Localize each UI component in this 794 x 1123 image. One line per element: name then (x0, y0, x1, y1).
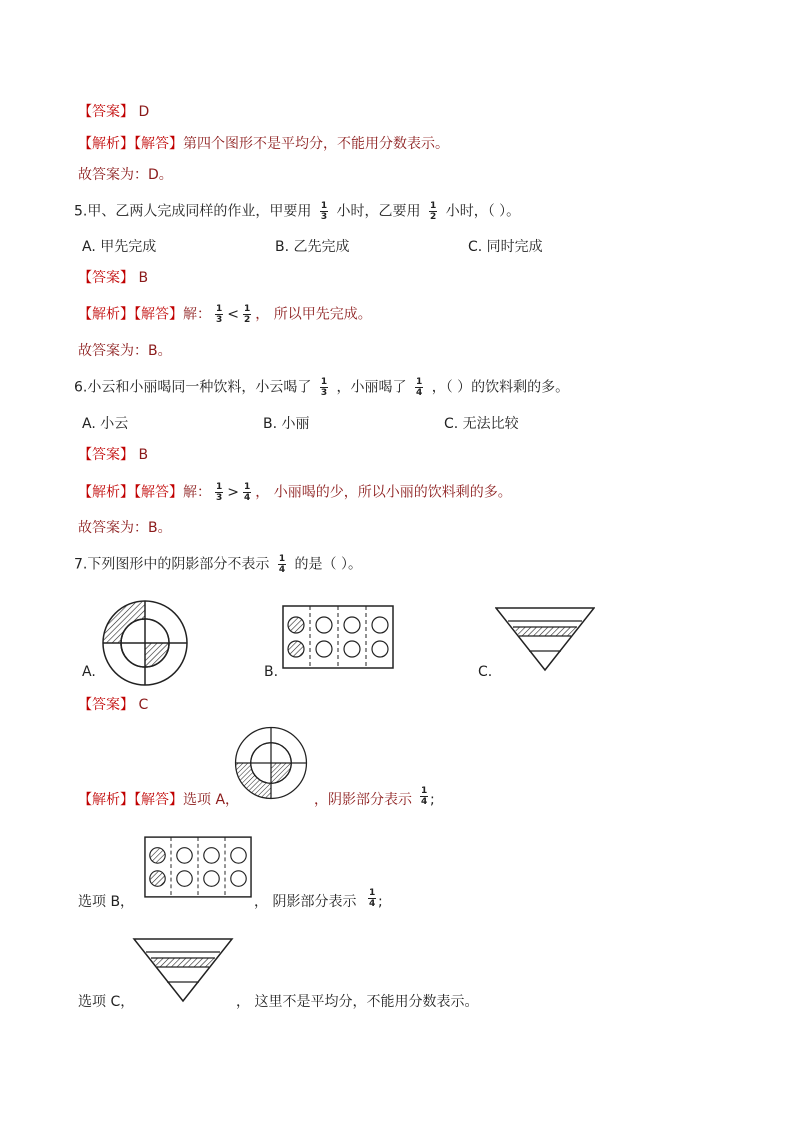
fraction (320, 377, 328, 398)
q6-option-a: A. 小云 (82, 416, 129, 432)
frac-num: 1 (415, 377, 423, 387)
frac-num: 1 (320, 201, 328, 211)
stem-text: 5.甲、乙两人完成同样的作业，甲要用 (74, 203, 312, 220)
frac-den: 4 (415, 388, 423, 398)
answer-value: B (138, 270, 149, 286)
frac-den: 4 (244, 493, 251, 503)
frac-num: 1 (369, 888, 376, 898)
stem-text: 的是（ ）。 (294, 556, 362, 573)
fraction (278, 554, 286, 575)
analysis-option-a: 选项 A， (183, 792, 240, 808)
q6-conclusion (78, 518, 172, 538)
answer-value: B (138, 447, 149, 463)
semicolon: ; (378, 894, 383, 910)
frac-den: 2 (429, 212, 437, 222)
frac-num: 1 (421, 786, 428, 796)
frac-den: 4 (278, 565, 286, 575)
frac-den: 2 (244, 315, 251, 325)
fraction (215, 304, 223, 325)
answer-tag: 【答案】 (78, 447, 134, 463)
stem-text: ，（ ）的饮料剩的多。 (431, 379, 570, 396)
q6-analysis-line (78, 482, 512, 503)
q6-option-b: B. 小丽 (263, 416, 310, 432)
frac-num: 1 (244, 304, 251, 314)
figure-label-a: A. (82, 664, 96, 680)
q4-analysis-line (78, 134, 449, 154)
q4-answer-line (78, 102, 149, 122)
analysis-text: ， 小丽喝的少，所以小丽的饮料剩的多。 (255, 484, 512, 501)
q4-conclusion (78, 165, 173, 185)
frac-den: 4 (369, 899, 376, 909)
fraction (368, 888, 376, 909)
q7-stem (74, 554, 362, 575)
analysis-tag: 【解析】【解答】 (78, 136, 183, 152)
q5-option-a: A. 甲先完成 (82, 239, 157, 255)
analysis-figure-a-ring (233, 725, 309, 801)
analysis-text: ， 所以甲先完成。 (255, 306, 372, 323)
q5-answer-line (78, 268, 148, 288)
analysis-text: ， 这里不是平均分，不能用分数表示。 (236, 994, 479, 1010)
stem-text: 小时，乙要用 (336, 203, 421, 220)
conclusion-text: 故答案为：B。 (78, 343, 172, 359)
fraction (420, 786, 428, 807)
q5-option-b: B. 乙先完成 (275, 239, 350, 255)
fraction (320, 201, 328, 222)
analysis-tag: 【解析】【解答】 (78, 306, 183, 323)
analysis-tag: 【解析】【解答】 (78, 792, 183, 808)
figure-a-ring (100, 598, 190, 688)
analysis-text: 第四个图形不是平均分，不能用分数表示。 (183, 136, 449, 152)
fraction (243, 482, 251, 503)
stem-text: 6.小云和小丽喝同一种饮料，小云喝了 (74, 379, 312, 396)
analysis-prefix: 解： (183, 306, 211, 323)
q6-option-c: C. 无法比较 (444, 416, 519, 432)
semicolon: ; (430, 792, 435, 808)
stem-text: ，小丽喝了 (336, 379, 407, 396)
q7-answer-line (78, 695, 148, 715)
frac-num: 1 (216, 482, 223, 492)
frac-num: 1 (429, 201, 437, 211)
fraction (415, 377, 423, 398)
figure-b-circles (282, 605, 394, 669)
q7-analysis-a (78, 786, 435, 810)
frac-den: 3 (216, 493, 223, 503)
figure-label-c: C. (478, 664, 493, 680)
frac-num: 1 (216, 304, 223, 314)
fraction (243, 304, 251, 325)
answer-value: C (138, 697, 149, 713)
frac-num: 1 (320, 377, 328, 387)
analysis-text: ， 阴影部分表示 (254, 894, 357, 910)
frac-den: 3 (320, 212, 328, 222)
frac-den: 3 (216, 315, 223, 325)
q5-analysis-line (78, 304, 372, 325)
fraction (215, 482, 223, 503)
stem-text: 7.下列图形中的阴影部分不表示 (74, 556, 270, 573)
answer-tag: 【答案】 (78, 104, 134, 120)
figure-label-b: B. (264, 664, 279, 680)
analysis-text: ，阴影部分表示 (314, 792, 412, 808)
analysis-option-b: 选项 B， (78, 894, 135, 910)
conclusion-text: 故答案为：B。 (78, 520, 172, 536)
q7-analysis-b (78, 888, 383, 912)
q6-answer-line (78, 445, 148, 465)
frac-den: 3 (320, 388, 328, 398)
figure-c-triangle (495, 606, 595, 672)
analysis-figure-c-triangle (132, 937, 234, 1003)
q5-conclusion (78, 341, 172, 361)
conclusion-text: 故答案为：D。 (78, 167, 173, 183)
q7-analysis-c (78, 992, 479, 1012)
analysis-option-c: 选项 C， (78, 994, 135, 1010)
frac-num: 1 (278, 554, 286, 564)
q5-stem (74, 201, 520, 222)
analysis-tag: 【解析】【解答】 (78, 484, 183, 501)
analysis-prefix: 解： (183, 484, 211, 501)
fraction (429, 201, 437, 222)
compare-symbol: > (227, 484, 239, 501)
compare-symbol: < (227, 306, 239, 323)
frac-den: 4 (421, 797, 428, 807)
answer-tag: 【答案】 (78, 697, 134, 713)
answer-tag: 【答案】 (78, 270, 134, 286)
q6-stem (74, 377, 569, 398)
stem-text: 小时，（ ）。 (445, 203, 521, 220)
q5-option-c: C. 同时完成 (468, 239, 543, 255)
answer-value: D (138, 104, 150, 120)
frac-num: 1 (244, 482, 251, 492)
analysis-figure-b-circles (144, 836, 252, 898)
